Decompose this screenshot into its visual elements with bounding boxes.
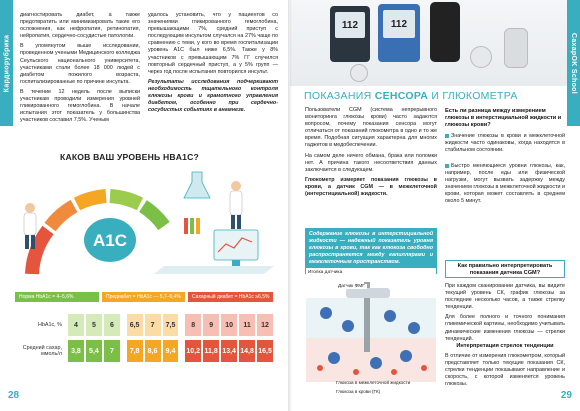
table-cell: 4 [68,314,84,336]
subheading: Как правильно интерпретировать показания датчика CGM? [457,263,553,276]
table-cell: 8 [185,314,201,336]
right-column-1 [305,107,437,227]
table-cell: 5 [86,314,102,336]
row-label: HbA1c, % [38,321,62,328]
right-column-3 [445,353,565,393]
flask-icon [184,172,210,198]
left-column-2 [148,12,278,152]
doctor-figure-icon [230,181,242,229]
paragraph: Для более полного и точного понимания гликемической картины, необходимо учитывать динамические изменения глюкозы — стрелки тенденций. [445,314,565,342]
bullet-text: Быстро меняющиеся уровни глюкозы, как, например, после еды или физической нагрузки, могут вызвать задержку между значением глюкозы в межклеточной жидкости и крови, которая может составлять в среднем около 5 минут. [445,163,565,205]
table-cell: 10 [221,314,237,336]
sensor-diagram [306,268,436,400]
test-tubes-icon [184,218,200,234]
table-cell: 13,4 [221,340,237,362]
hba1c-legend [15,292,273,302]
table-cell: 9 [203,314,219,336]
right-page [290,0,580,411]
paragraph: Пользователи CGM (система непрерывного мониторинга глюкозы крови) часто задаются вопросом, почему показания сенсора могут отличаться от показаний глюкометра в одно и то же время. Подобная ситуация характерна для многих гаджетов в медобеспечении. [305,107,437,149]
table-cell: 11,8 [203,340,219,362]
sensor-label: Датчик ФМГ [338,284,365,289]
table-cell: 10,2 [185,340,201,362]
bullet-item [445,133,565,154]
table-cell: 12 [257,314,273,336]
right-column-2 [445,283,565,342]
table-cell: 8,6 [145,340,161,362]
sensor-device-icon [470,46,492,68]
device-reading: 112 [335,12,365,38]
doctor-figure-icon [24,203,36,249]
title-bold: СЕНСОРА [374,90,429,102]
section-tab-left [0,0,13,126]
legend-prediabetes: Предиабет = HbA1c — 5,7–6,4% [102,292,185,302]
paragraph: На самом деле ничего обмана, бракa или поломки нет. А причина такого несоответствия данных заключается в следующем. [305,152,437,173]
hba1c-table [15,313,275,365]
paragraph: удалось установить, что у пациентов со значениями гликированного гемоглобина, превышающими 7%, средний приступ с последующим инсультом случался на 27% чаще по сравнению с теми, у кого во время госпитализации уровень А1С был ниже 6,5%. Также у 8% участников с превышающим 7% ГГ случился повторный сердечный приступ, а у 5% групп — через год после испытания повторился инсульт. [148,12,278,75]
table-cell: 7 [104,340,120,362]
article-title [304,90,518,102]
table-cell: 11 [239,314,255,336]
results-paragraph: Результаты исследования подчеркивают необходимость тщательного контроля глюкозы крови и грамотного управления диабетом, особенно при сердечно-сосудистых событиях в анамнезе. [148,78,278,114]
question-heading: Есть ли разница между измерением глюкозы в интерстициальной жидкости и глюкозы крови? [445,108,562,128]
table-cell: 7 [145,314,161,336]
title-part: ПОКАЗАНИЯ [304,90,375,102]
glucometer-device-icon [378,4,420,62]
hba1c-gauge-illustration [14,164,284,276]
devices-photo [290,0,570,86]
page-number: 28 [8,390,20,401]
bullet-text: Значение глюкозы в крови и межклеточной жидкости часто одинаковы, когда находятся в стабильном состоянии. [445,133,565,154]
section-tab-label: CaxapOK School [570,32,577,94]
phone-device-icon [430,2,460,62]
sensor-device-icon [350,64,368,82]
bullet-icon [445,164,449,168]
page-number: 29 [560,390,572,401]
interstitial-label: Глюкоза в межклеточной жидкости [336,380,411,385]
section-tab-label: Кардиорубрика [3,34,10,92]
subheading: Интерпретация стрелок тенденции [456,343,554,349]
legend-normal: Норма HbA1c = 4–5,6% [15,292,99,302]
spine-shadow [288,0,292,411]
platform-shape [154,266,274,274]
bullet-icon [445,134,449,138]
monitor-icon [214,230,258,266]
table-cell: 5,4 [86,340,102,362]
paragraph: Глюкометр измеряет показания глюкозы в крови, а датчик CGM — в межклеточной (интерстициальной) жидкости. [305,176,437,198]
legend-diabetes: Сахарный диабет = HbA1c ≥6,5% [188,292,273,302]
table-cell: 7,8 [127,340,143,362]
paragraph: В течение 12 недель после выписки участникам проводили измерения уровней гликированного гемоглобина. В начале испытания этот показатель у большинства участников составил 7,5%. Ученым [20,88,140,124]
paragraph: диагностировать диабет, а также предотвратить или минимизировать такие его осложнения, как нефропатия, ретинопатия, нейропатия, сердечно-сосудистые патологии. [20,12,140,40]
table-cell: 3,8 [68,340,84,362]
chart-title: КАКОВ ВАШ УРОВЕНЬ HBA1C? [60,152,199,162]
section-tab-right [567,0,580,126]
table-row [15,313,275,337]
sensor-applicator-icon [504,28,528,68]
callout-box [445,260,565,278]
table-cell: 6,5 [127,314,143,336]
table-row [15,339,275,363]
device-reading: 112 [383,10,415,38]
title-part: И ГЛЮКОМЕТРА [428,90,518,102]
needle-label: Иголка датчика [308,270,343,275]
glucometer-device-icon [330,6,370,62]
bullet-item [445,163,565,206]
paragraph: В отличие от измерения глюкометром, который представляет только текущие показания СК, стрелки тенденции показывают направление и скорость, с которой изменяется уровень глюкозы. [445,353,565,388]
a1c-badge-label: A1C [92,231,128,250]
sensor-icon [346,288,390,298]
highlight-box: Содержание глюкозы в интерстициальной жидкости — надежный показатель уровня глюкозы в крови, так как глюкоза свободно распространяется между капиллярами и межклеточным пространством. [305,228,437,274]
table-cell: 9,4 [163,340,179,362]
paragraph: В упомянутом выше исследовании, проведенном учеными Медицинского колледжа Сеульского национального университета, участниками стали более 18 000 людей с диабетом пожилого возраста, госпитализированные по причине инсульта. [20,43,140,85]
table-cell: 6 [104,314,120,336]
row-label: Средний сахар, ммоль/л [22,344,62,357]
table-cell: 14,8 [239,340,255,362]
left-column-1 [20,12,140,164]
paragraph: При каждом сканировании датчика, вы видите текущий уровень СК, график глюкозы за последние несколько часов, а также стрелку тенденции. [445,283,565,311]
table-cell: 16,5 [257,340,273,362]
blood-label: Глюкоза в крови (ГК) [336,389,381,394]
table-cell: 7,5 [163,314,179,336]
